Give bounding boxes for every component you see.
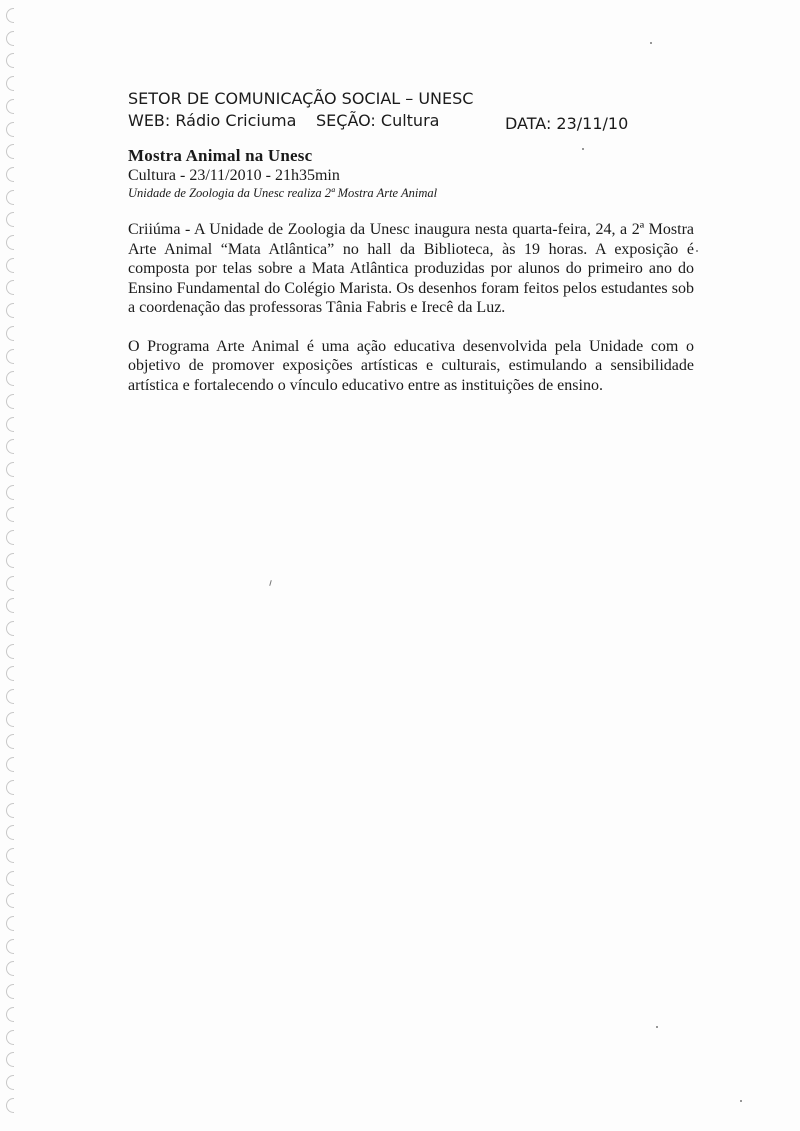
binder-hole [6,848,14,863]
binder-hole [6,417,14,432]
binder-hole [6,99,14,114]
binder-hole [6,621,14,636]
binder-hole [6,167,14,182]
binder-hole [6,76,14,91]
sector-line: SETOR DE COMUNICAÇÃO SOCIAL – UNESC [128,89,474,108]
binder-hole [6,326,14,341]
binder-hole [6,1075,14,1090]
binder-hole [6,1098,14,1113]
binder-hole [6,303,14,318]
binder-hole [6,144,14,159]
scan-speck [650,42,652,44]
binder-hole [6,122,14,137]
scan-speck [696,250,698,252]
binder-hole [6,984,14,999]
scan-speck [740,1100,742,1102]
article-lead: Unidade de Zoologia da Unesc realiza 2ª Mostra Arte Animal [128,186,438,200]
binder-hole [6,598,14,613]
scan-speck [656,1026,658,1028]
binder-holes [4,8,24,1123]
article-paragraph-2: O Programa Arte Animal é uma ação educativa desenvolvida pela Unidade com o objetivo de promover exposições artísticas e culturais, estimulando a sensibilidade artística e fortalecendo o vínculo educativo entre as instituições de ensino. [128,337,694,394]
binder-hole [6,803,14,818]
binder-hole [6,349,14,364]
binder-hole [6,780,14,795]
binder-hole [6,666,14,681]
binder-hole [6,1052,14,1067]
binder-hole [6,939,14,954]
scan-speck [582,148,584,150]
binder-hole [6,961,14,976]
article-paragraph-1: Criiúma - A Unidade de Zoologia da Unesc inaugura nesta quarta-feira, 24, a 2ª Mostra Arte Animal “Mata Atlântica” no hall da Biblioteca, às 19 horas. A exposição é composta por telas sobre a Mata Atlântica produzidas por alunos do primeiro ano do Ensino Fundamental do Colégio Marista. Os desenhos foram feitos pelos estudantes sob a coordenação das professoras Tânia Fabris e Irecê da Luz. [128,221,694,316]
binder-hole [6,530,14,545]
binder-hole [6,258,14,273]
binder-hole [6,190,14,205]
binder-hole [6,212,14,227]
binder-hole [6,689,14,704]
binder-hole [6,462,14,477]
binder-hole [6,235,14,250]
binder-hole [6,644,14,659]
press-clipping-header [128,88,648,132]
binder-hole [6,1030,14,1045]
article [128,146,708,395]
article-title: Mostra Animal na Unesc [128,146,313,165]
binder-hole [6,1007,14,1022]
binder-hole [6,507,14,522]
binder-hole [6,394,14,409]
binder-hole [6,439,14,454]
binder-hole [6,734,14,749]
binder-hole [6,53,14,68]
binder-hole [6,8,14,23]
binder-hole [6,280,14,295]
binder-hole [6,31,14,46]
binder-hole [6,916,14,931]
binder-hole [6,825,14,840]
binder-hole [6,871,14,886]
binder-hole [6,757,14,772]
binder-hole [6,371,14,386]
header-details-row [128,110,648,132]
binder-hole [6,712,14,727]
section-label: SEÇÃO: Cultura [316,111,440,130]
binder-hole [6,893,14,908]
date-label: DATA: 23/11/10 [505,114,629,133]
web-source: WEB: Rádio Criciuma [128,111,297,130]
binder-hole [6,576,14,591]
article-meta: Cultura - 23/11/2010 - 21h35min [128,167,340,184]
binder-hole [6,553,14,568]
binder-hole [6,485,14,500]
scan-speck [269,580,272,586]
